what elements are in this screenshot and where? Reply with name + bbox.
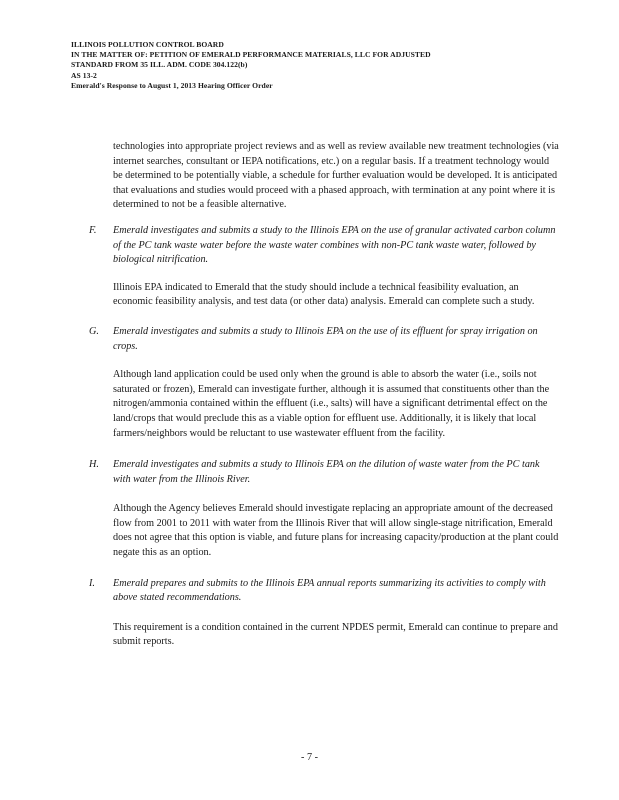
document-header: [71, 40, 571, 91]
item-i: [89, 577, 559, 650]
item-letter: H.: [89, 459, 99, 471]
header-matter-title: IN THE MATTER OF: PETITION OF EMERALD PERFORMANCE MATERIALS, LLC FOR ADJUSTED: [71, 50, 431, 60]
item-f: [89, 224, 559, 310]
header-response-title: Emerald's Response to August 1, 2013 Hearing Officer Order: [71, 80, 273, 90]
item-title: Emerald prepares and submits to the Illinois EPA annual reports summarizing its activities to comply with above stated recommendations.: [113, 577, 546, 604]
item-title: Emerald investigates and submits a study to Illinois EPA on the use of its effluent for spray irrigation on crops.: [113, 325, 538, 352]
header-standard: STANDARD FROM 35 ILL. ADM. CODE 304.122(b): [71, 60, 248, 70]
item-letter: F.: [89, 224, 97, 236]
header-case-number: AS 13-2: [71, 70, 97, 80]
intro-paragraph: technologies into appropriate project reviews and as well as review available new treatment technologies (via internet searches, consultant or IEPA notifications, etc.) on a regular basis. If a treatment technology would be determined to be potentially viable, a schedule for further evaluation would be developed. It is anticipated that evaluations and studies would proceed with a phased approach, with termination at any point where it is determined to not be a feasible alternative.: [113, 141, 559, 211]
item-letter: I.: [89, 577, 95, 589]
item-g: [89, 325, 559, 441]
item-title: Emerald investigates and submits a study to the Illinois EPA on the use of granular activated carbon column of the PC tank waste water before the waste water combines with non-PC tank waste water, followed by biological nitrification.: [113, 224, 556, 266]
item-h: [89, 458, 559, 561]
document-body: [89, 140, 559, 650]
item-body: Although land application could be used only when the ground is able to absorb the water (i.e., soils not saturated or frozen), Emerald can investigate further, although it is assumed that constituents other than the nitrogen/ammonia contained within the effluent (i.e., salts) will have a significant detrimental effect on the land/crops that would preclude this as a viable option for effluent use. Additionally, it is likely that local farmers/neighbors would be reluctant to use wastewater effluent from the facility.: [113, 369, 550, 439]
item-title: Emerald investigates and submits a study to Illinois EPA on the dilution of waste water from the PC tank with water from the Illinois River.: [113, 459, 540, 485]
item-body: This requirement is a condition contained in the current NPDES permit, Emerald can continue to prepare and submit reports.: [113, 621, 558, 648]
item-body: Although the Agency believes Emerald should investigate replacing an appropriate amount of the decreased flow from 2001 to 2011 with water from the Illinois River that will allow single-stage nitrification, Emerald does not agree that this option is viable, and future plans for increasing capacity/production at the plant could negate this as an option.: [113, 503, 559, 559]
page-number: - 7 -: [301, 752, 318, 763]
item-letter: G.: [89, 325, 99, 337]
header-board-name: ILLINOIS POLLUTION CONTROL BOARD: [71, 40, 224, 49]
item-body: Illinois EPA indicated to Emerald that the study should include a technical feasibility evaluation, an economic feasibility analysis, and test data (or other data) analysis. Emerald can complete such a study.: [113, 281, 535, 308]
